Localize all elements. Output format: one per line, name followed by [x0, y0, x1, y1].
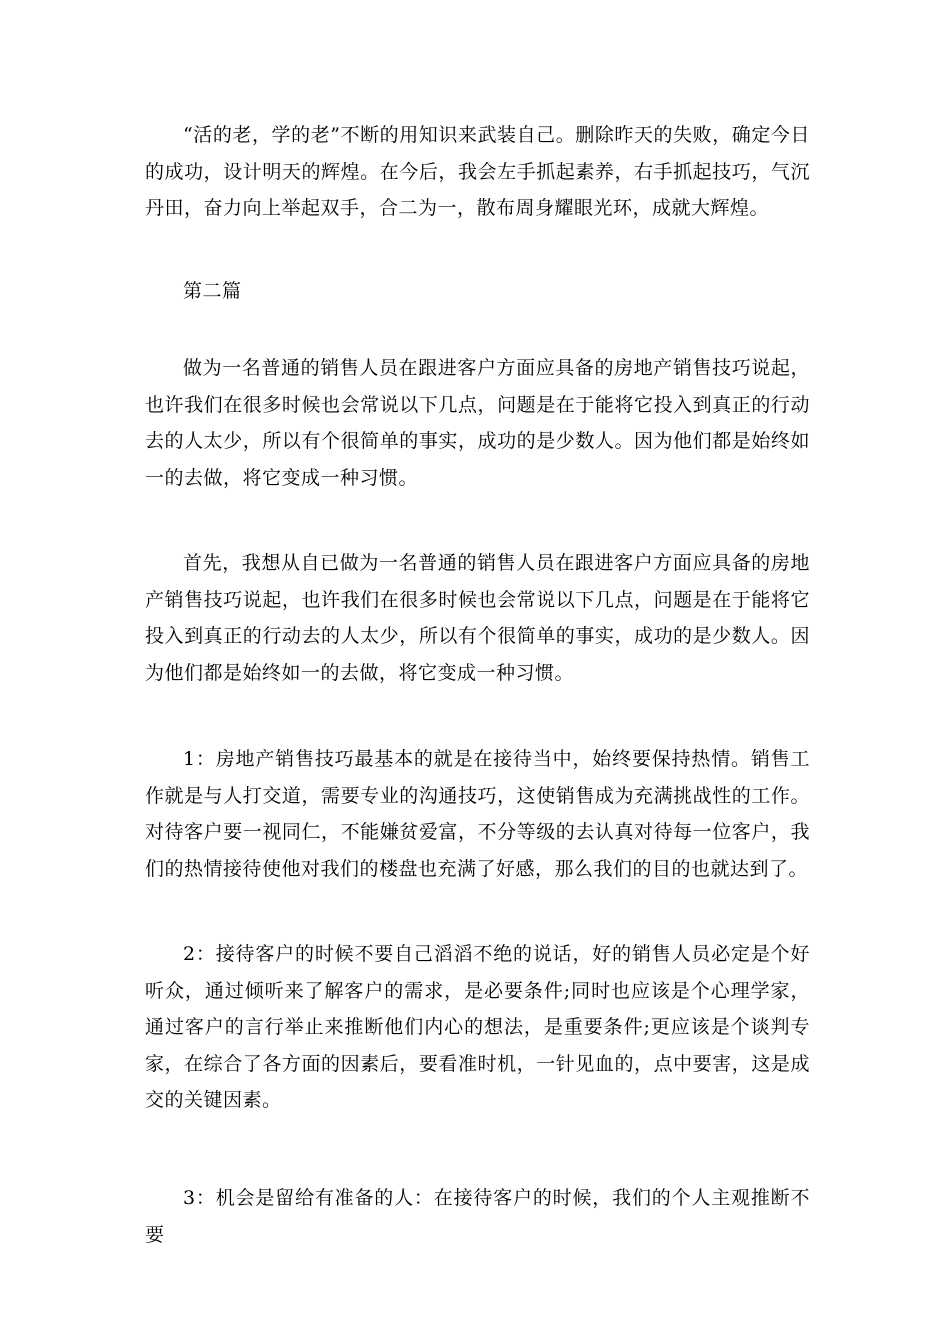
paragraph-opening: 做为一名普通的销售人员在跟进客户方面应具备的房地产销售技巧说起，也许我们在很多时候也会常说以下几点，问题是在于能将它投入到真正的行动去的人太少，所以有个很简单的事实，成功的是少数人。因为他们都是始终如一的去做，将它变成一种习惯。 — [145, 357, 810, 489]
paragraph-first: 首先，我想从自已做为一名普通的销售人员在跟进客户方面应具备的房地产销售技巧说起，也许我们在很多时候也会常说以下几点，问题是在于能将它投入到真正的行动去的人太少，所以有个很简单的事实，成功的是少数人。因为他们都是始终如一的去做，将它变成一种习惯。 — [145, 552, 810, 684]
paragraph-point-2: 2：接待客户的时候不要自己滔滔不绝的说话，好的销售人员必定是个好听众，通过倾听来了解客户的需求，是必要条件;同时也应该是个心理学家，通过客户的言行举止来推断他们内心的想法，是重要条件;更应该是个谈判专家，在综合了各方面的因素后，要看准时机，一针见血的，点中要害，这是成交的关键因素。 — [145, 943, 810, 1111]
section-heading: 第二篇 — [183, 280, 242, 302]
paragraph-intro-closing: “活的老，学的老”不断的用知识来武装自己。删除昨天的失败，确定今日的成功，设计明天的辉煌。在今后，我会左手抓起素养，右手抓起技巧，气沉丹田，奋力向上举起双手，合二为一，散布周身耀眼光环，成就大辉煌。 — [145, 124, 810, 219]
paragraph-point-3: 3：机会是留给有准备的人：在接待客户的时候，我们的个人主观推断不要 — [145, 1187, 810, 1246]
paragraph-point-1: 1：房地产销售技巧最基本的就是在接待当中，始终要保持热情。销售工作就是与人打交道，需要专业的沟通技巧，这使销售成为充满挑战性的工作。对待客户要一视同仁，不能嫌贫爱富，不分等级的去认真对待每一位客户，我们的热情接待使他对我们的楼盘也充满了好感，那么我们的目的也就达到了。 — [145, 748, 810, 880]
